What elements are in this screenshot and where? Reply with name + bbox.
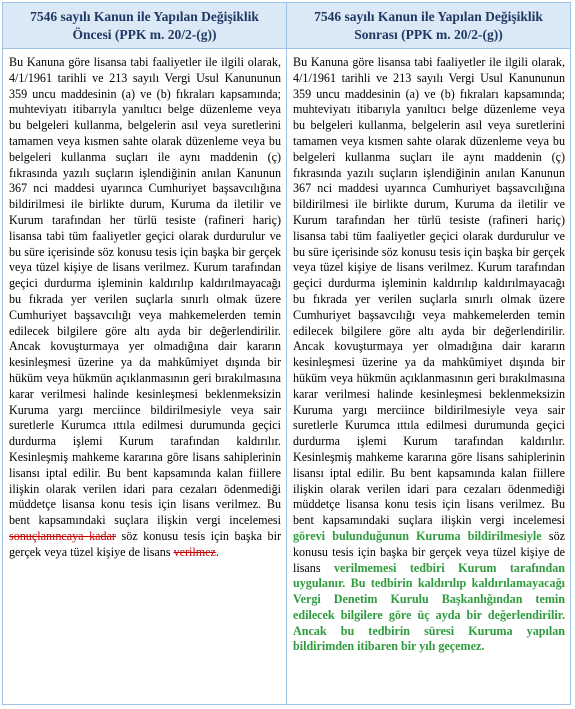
deleted-text-1: sonuçlanıncaya kadar (9, 528, 116, 543)
added-text-1: görevi bulunduğunun Kuruma bildirilmesiyle (293, 528, 542, 543)
column-after (287, 3, 570, 704)
before-main-text: Bu Kanuna göre lisansa tabi faaliyetler ile ilgili olarak, 4/1/1961 tarihli ve 213 sayılı Vergi Usul Kanununun 359 uncu maddesinin (a) ve (b) fıkraları kapsamında; muhteviyatı itibarıyla yanıltıcı belge düzenleme veya bu belgeleri kullanma, belgelerin asıl veya suretlerini tamamen veya kısmen sahte olarak düzenleme veya bu belgeleri kullanma suçları ile aynı maddenin (ç) fıkrasında yazılı suçların işlendiğinin anılan Kanunun 367 nci maddesi uyarınca Cumhuriyet başsavcılığına bildirilmesi ile birlikte durum, Kuruma da iletilir ve Kurum tarafından her türlü tesiste (rafineri hariç) lisansa tabi tüm faaliyetler geçici olarak durdurulur ve bu süre içerisinde söz konusu tesis için başka bir gerçek veya tüzel kişiye de lisans verilmez. Kurum tarafından geçici durdurma işleminin kaldırılıp kaldırılmayacağı bu fıkrada yer verilen suçlarla sınırlı olmak üzere Cumhuriyet başsavcılığı veya mahkemelerden temin edilecek bilgilere göre altı ayda bir değerlendirilir. Ancak kovuşturmaya yer olmadığına dair kararın kesinleşmesi üzerine ya da mahkûmiyet dışında bir hüküm veya hükmün açıklanmasının geri bırakılmasına karar verilmesi halinde kesinleşmesi beklenmeksizin Kuruma yargı merciince bildirilmesiyle veya sair suretlerle Kurumca ıttıla edilmesi durumunda geçici durdurma işlemi Kurum tarafından kaldırılır. Kesinleşmiş mahkeme kararına göre lisans sahiplerinin lisansı iptal edilir. Bu bent kapsamında kalan fiillere ilişkin olarak verilen idari para cezaları ödenmediği müddetçe lisansa konu tesis için lisans verilmez. Bu bent kapsamındaki suçlara ilişkin vergi incelemesi (9, 55, 281, 528)
header-before: 7546 sayılı Kanun ile Yapılan Değişiklik Öncesi (PPK m. 20/2-(g)) (3, 3, 286, 49)
before-end-text: . (215, 544, 219, 559)
comparison-table (2, 2, 571, 705)
header-after: 7546 sayılı Kanun ile Yapılan Değişiklik Sonrası (PPK m. 20/2-(g)) (287, 3, 570, 49)
before-mid-text: söz konusu tesis için başka bir gerçek veya tüzel kişiye de lisans (9, 528, 281, 559)
deleted-text-2: verilmez (173, 544, 216, 559)
text-before (3, 49, 286, 704)
column-before (3, 3, 287, 704)
after-mid-text: söz konusu tesis için başka bir gerçek veya tüzel kişiye de lisans (293, 528, 565, 575)
after-main-text: Bu Kanuna göre lisansa tabi faaliyetler ile ilgili olarak, 4/1/1961 tarihli ve 213 sayılı Vergi Usul Kanununun 359 uncu maddesinin (a) ve (b) fıkraları kapsamında; muhteviyatı itibarıyla yanıltıcı belge düzenleme veya bu belgeleri kullanma, belgelerin asıl veya suretlerini tamamen veya kısmen sahte olarak düzenleme veya bu belgeleri kullanma suçları ile aynı maddenin (ç) fıkrasında yazılı suçların işlendiğinin anılan Kanunun 367 nci maddesi uyarınca Cumhuriyet başsavcılığına bildirilmesi ile birlikte durum, Kuruma da iletilir ve Kurum tarafından her türlü tesiste (rafineri hariç) lisansa tabi tüm faaliyetler geçici olarak durdurulur ve bu süre içerisinde söz konusu tesis için başka bir gerçek veya tüzel kişiye de lisans verilmez. Kurum tarafından geçici durdurma işleminin kaldırılıp kaldırılmayacağı bu fıkrada yer verilen suçlarla sınırlı olmak üzere Cumhuriyet başsavcılığı veya mahkemelerden temin edilecek bilgilere göre altı ayda bir değerlendirilir. Ancak kovuşturmaya yer olmadığına dair kararın kesinleşmesi üzerine ya da mahkûmiyet dışında bir hüküm veya hükmün açıklanmasının geri bırakılmasına karar verilmesi halinde kesinleşmesi beklenmeksizin Kuruma yargı merciince bildirilmesiyle veya sair suretlerle Kurumca ıttıla edilmesi durumunda geçici durdurma işlemi Kurum tarafından kaldırılır. Kesinleşmiş mahkeme kararına göre lisans sahiplerinin lisansı iptal edilir. Bu bent kapsamında kalan fiillere ilişkin olarak verilen idari para cezaları ödenmediği müddetçe lisansa konu tesis için lisans verilmez. Bu bent kapsamındaki suçlara ilişkin vergi incelemesi (293, 55, 565, 528)
text-after (287, 49, 570, 704)
added-text-2: verilmemesi tedbiri Kurum tarafından uygulanır. Bu tedbirin kaldırılıp kaldırılamayacağı Vergi Denetim Kurulu Başkanlığından temin edilecek bilgilere göre üç ayda bir değerlendirilir. Ancak bu tedbirin süresi Kuruma yapılan bildirimden itibaren bir yılı geçemez. (293, 560, 565, 654)
